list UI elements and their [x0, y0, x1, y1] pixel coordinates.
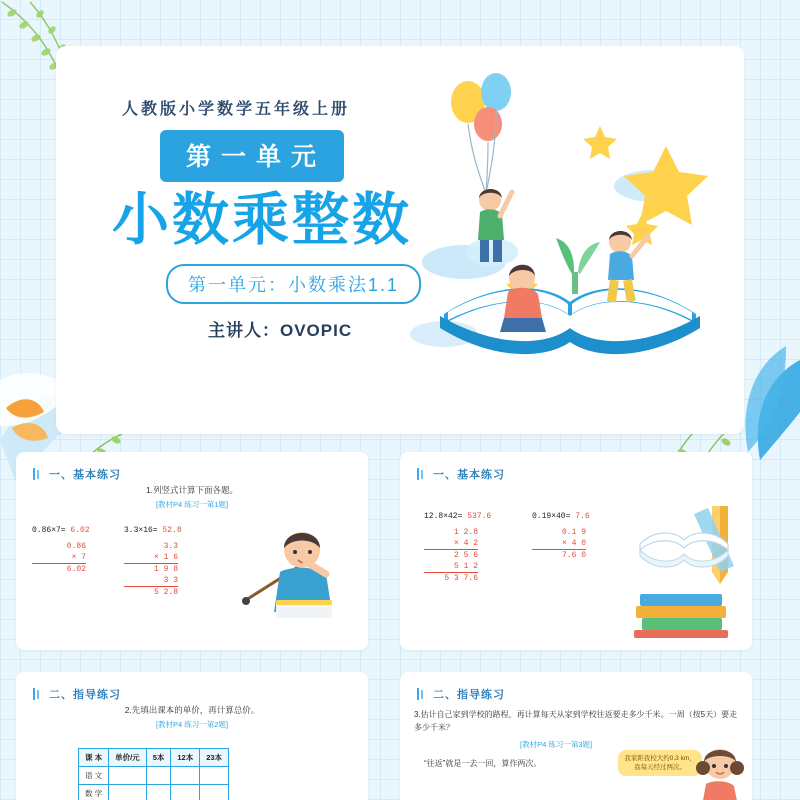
- row-0-cell-2: [146, 767, 171, 785]
- table-col-0: 课 本: [79, 749, 109, 767]
- table-row: [79, 785, 229, 800]
- slide-4-instruction: 3.估计自己家到学校的路程，再计算每天从家到学校往返要走多少千米。一周（按5天）要走多少千米？: [414, 710, 738, 732]
- problem-2-line-4: 3 3: [124, 575, 178, 587]
- slide-thumbnail-4[interactable]: [400, 672, 752, 800]
- problem-4-answer: 7.6: [575, 512, 590, 521]
- row-0-cell-4: [200, 767, 229, 785]
- table-row: [79, 767, 229, 785]
- slide-thumbnail-2[interactable]: [400, 452, 752, 650]
- slide-3-header: [32, 686, 121, 702]
- problem-4-line-1: 0.1 9: [561, 528, 586, 537]
- bookmark-icon: [32, 468, 44, 480]
- girl-illustration: [694, 744, 746, 800]
- books-and-stationery-illustration: [616, 502, 746, 642]
- table-col-2: 5本: [146, 749, 171, 767]
- slide-2-header-text: 一、基本练习: [433, 469, 505, 481]
- problem-1-line-3: 6.02: [66, 565, 86, 574]
- slide-thumbnail-3[interactable]: [16, 672, 368, 800]
- problem-3-line-4: 5 1 2: [424, 561, 478, 573]
- problem-3-line-5: 5 3 7.6: [444, 574, 478, 583]
- row-1-cell-0: 数 学: [79, 785, 109, 800]
- bookmark-icon: [416, 468, 428, 480]
- lesson-chip: 第一单元：小数乘法1.1: [166, 264, 421, 304]
- problem-1-answer: 6.02: [70, 526, 90, 535]
- slide-4-note: “往返”就是一去一回，算作两次。: [424, 759, 542, 768]
- table-col-4: 23本: [200, 749, 229, 767]
- unit-badge: 第一单元: [160, 130, 344, 182]
- slide-4-header-text: 二、指导练习: [433, 689, 505, 701]
- slide-2-problem-1: [424, 512, 491, 584]
- slide-2-header: [416, 466, 505, 482]
- problem-2-line-5: 5 2.8: [153, 588, 178, 597]
- title-slide[interactable]: [56, 46, 744, 434]
- course-subtitle: 人教版小学数学五年级上册: [122, 101, 351, 118]
- book-and-kids-illustration: [404, 66, 734, 396]
- problem-1-line-1: 0.86: [66, 542, 86, 551]
- row-1-cell-2: [146, 785, 171, 800]
- problem-4-line-3: 7.6 0: [561, 551, 586, 560]
- slide-1-problem-2: [124, 526, 182, 598]
- page-title: 小数乘整数: [112, 188, 412, 252]
- slide-1-header-text: 一、基本练习: [49, 469, 121, 481]
- slide-3-header-text: 二、指导练习: [49, 689, 121, 701]
- row-0-cell-1: [109, 767, 147, 785]
- slide-1-problem-1: [32, 526, 90, 575]
- problem-1-expression: 0.86×7=: [32, 526, 66, 535]
- problem-3-line-2: × 4 2: [424, 538, 478, 550]
- slide-1-header: [32, 466, 121, 482]
- speech-bubble: 我家距我校大约0.3 km，我每天经过两次。: [618, 750, 702, 776]
- problem-3-line-1: 1 2.8: [453, 528, 478, 537]
- table-col-1: 单价/元: [109, 749, 147, 767]
- problem-2-line-3: 1 9 8: [153, 565, 178, 574]
- slide-1-reference: [教材P4 练习一第1题]: [155, 500, 229, 509]
- bookmark-icon: [32, 688, 44, 700]
- problem-2-expression: 3.3×16=: [124, 526, 158, 535]
- problem-4-expression: 0.19×40=: [532, 512, 571, 521]
- slide-2-problem-2: [532, 512, 590, 561]
- bookmark-icon: [416, 688, 428, 700]
- problem-4-line-2: × 4 0: [532, 538, 586, 550]
- teacher-with-pointer-illustration: [240, 504, 360, 634]
- table-col-3: 12本: [171, 749, 200, 767]
- row-0-cell-0: 语 文: [79, 767, 109, 785]
- problem-2-line-2: × 1 6: [124, 552, 178, 564]
- slide-4-reference: [教材P4 练习一第3题]: [520, 740, 593, 749]
- row-1-cell-4: [200, 785, 229, 800]
- row-0-cell-3: [171, 767, 200, 785]
- slide-3-instruction: 2.先填出课本的单价，再计算总价。: [124, 705, 260, 715]
- price-table: [78, 748, 229, 800]
- problem-3-expression: 12.8×42=: [424, 512, 463, 521]
- problem-3-line-3: 2 5 6: [453, 551, 478, 560]
- problem-3-answer: 537.6: [467, 512, 492, 521]
- problem-2-line-1: 3.3: [163, 542, 178, 551]
- slide-1-instruction: 1.列竖式计算下面各题。: [145, 485, 239, 495]
- row-1-cell-3: [171, 785, 200, 800]
- table-header-row: [79, 749, 229, 767]
- problem-1-line-2: × 7: [32, 552, 86, 564]
- slide-4-header: [416, 686, 505, 702]
- row-1-cell-1: [109, 785, 147, 800]
- slide-thumbnail-1[interactable]: [16, 452, 368, 650]
- presenter-label: 主讲人：OVOPIC: [208, 321, 353, 340]
- problem-2-answer: 52.8: [162, 526, 182, 535]
- slide-3-reference: [教材P4 练习一第2题]: [155, 720, 229, 729]
